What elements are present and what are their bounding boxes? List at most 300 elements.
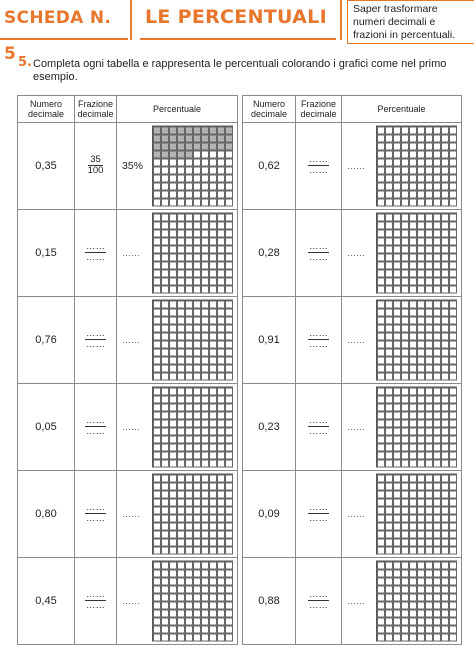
grid-square[interactable] <box>449 388 457 396</box>
grid-square[interactable] <box>209 602 217 610</box>
grid-square[interactable] <box>401 278 409 286</box>
grid-square[interactable] <box>209 499 217 507</box>
grid-square[interactable] <box>385 151 393 159</box>
grid-square[interactable] <box>377 523 385 531</box>
grid-square[interactable] <box>409 420 417 428</box>
grid-square[interactable] <box>169 349 177 357</box>
grid-square[interactable] <box>169 562 177 570</box>
grid-square[interactable] <box>441 214 449 222</box>
grid-square[interactable] <box>417 222 425 230</box>
grid-square[interactable] <box>161 404 169 412</box>
grid-square[interactable] <box>217 317 225 325</box>
grid-square[interactable] <box>449 570 457 578</box>
grid-square[interactable] <box>193 428 201 436</box>
grid-square[interactable] <box>377 214 385 222</box>
grid-square[interactable] <box>433 183 441 191</box>
hundred-square-grid[interactable] <box>152 300 233 381</box>
grid-square[interactable] <box>185 270 193 278</box>
grid-square[interactable] <box>417 278 425 286</box>
grid-square[interactable] <box>161 507 169 515</box>
grid-square[interactable] <box>393 602 401 610</box>
grid-square[interactable] <box>225 594 233 602</box>
grid-square[interactable] <box>185 127 193 135</box>
grid-square[interactable] <box>441 499 449 507</box>
grid-square[interactable] <box>441 404 449 412</box>
grid-square[interactable] <box>433 594 441 602</box>
grid-square[interactable] <box>401 286 409 294</box>
grid-square[interactable] <box>393 127 401 135</box>
grid-square[interactable] <box>153 444 161 452</box>
grid-square[interactable] <box>169 278 177 286</box>
grid-square[interactable] <box>449 143 457 151</box>
grid-square[interactable] <box>177 388 185 396</box>
grid-square[interactable] <box>417 270 425 278</box>
grid-square[interactable] <box>185 278 193 286</box>
grid-square[interactable] <box>161 420 169 428</box>
grid-square[interactable] <box>193 547 201 555</box>
grid-square[interactable] <box>153 191 161 199</box>
grid-square[interactable] <box>441 602 449 610</box>
grid-square[interactable] <box>153 562 161 570</box>
grid-square[interactable] <box>217 618 225 626</box>
grid-square[interactable] <box>185 167 193 175</box>
grid-square[interactable] <box>433 309 441 317</box>
grid-square[interactable] <box>385 143 393 151</box>
grid-square[interactable] <box>185 523 193 531</box>
grid-square[interactable] <box>177 317 185 325</box>
grid-square[interactable] <box>409 222 417 230</box>
grid-square[interactable] <box>193 175 201 183</box>
grid-square[interactable] <box>177 262 185 270</box>
grid-square[interactable] <box>417 578 425 586</box>
grid-square[interactable] <box>153 127 161 135</box>
grid-square[interactable] <box>185 373 193 381</box>
grid-square[interactable] <box>385 586 393 594</box>
grid-square[interactable] <box>425 444 433 452</box>
percent-value[interactable]: …… <box>122 248 140 258</box>
grid-square[interactable] <box>441 586 449 594</box>
grid-square[interactable] <box>377 317 385 325</box>
grid-square[interactable] <box>209 270 217 278</box>
grid-square[interactable] <box>177 610 185 618</box>
grid-square[interactable] <box>385 278 393 286</box>
grid-square[interactable] <box>441 254 449 262</box>
grid-square[interactable] <box>433 262 441 270</box>
grid-square[interactable] <box>417 436 425 444</box>
fraction-cell[interactable] <box>75 210 117 297</box>
grid-square[interactable] <box>377 309 385 317</box>
grid-square[interactable] <box>417 452 425 460</box>
grid-square[interactable] <box>393 254 401 262</box>
grid-square[interactable] <box>161 570 169 578</box>
grid-square[interactable] <box>185 238 193 246</box>
grid-square[interactable] <box>441 428 449 436</box>
grid-square[interactable] <box>441 270 449 278</box>
grid-square[interactable] <box>225 214 233 222</box>
grid-square[interactable] <box>393 523 401 531</box>
grid-square[interactable] <box>441 191 449 199</box>
grid-square[interactable] <box>417 610 425 618</box>
grid-square[interactable] <box>217 230 225 238</box>
grid-square[interactable] <box>217 175 225 183</box>
grid-square[interactable] <box>209 547 217 555</box>
grid-square[interactable] <box>201 214 209 222</box>
grid-square[interactable] <box>409 539 417 547</box>
grid-square[interactable] <box>225 262 233 270</box>
grid-square[interactable] <box>161 602 169 610</box>
grid-square[interactable] <box>441 547 449 555</box>
grid-square[interactable] <box>377 388 385 396</box>
grid-square[interactable] <box>185 412 193 420</box>
grid-square[interactable] <box>425 238 433 246</box>
grid-square[interactable] <box>169 214 177 222</box>
grid-square[interactable] <box>201 325 209 333</box>
grid-square[interactable] <box>209 539 217 547</box>
grid-square[interactable] <box>409 452 417 460</box>
grid-square[interactable] <box>217 499 225 507</box>
grid-square[interactable] <box>449 286 457 294</box>
grid-square[interactable] <box>377 396 385 404</box>
grid-square[interactable] <box>433 325 441 333</box>
grid-square[interactable] <box>177 309 185 317</box>
grid-square[interactable] <box>409 404 417 412</box>
hundred-square-grid[interactable] <box>152 126 233 207</box>
grid-square[interactable] <box>177 444 185 452</box>
grid-square[interactable] <box>441 483 449 491</box>
grid-square[interactable] <box>449 254 457 262</box>
grid-square[interactable] <box>417 444 425 452</box>
grid-square[interactable] <box>425 262 433 270</box>
grid-square[interactable] <box>377 333 385 341</box>
grid-square[interactable] <box>425 349 433 357</box>
grid-square[interactable] <box>217 151 225 159</box>
grid-square[interactable] <box>409 262 417 270</box>
grid-square[interactable] <box>385 270 393 278</box>
grid-square[interactable] <box>393 270 401 278</box>
grid-square[interactable] <box>225 610 233 618</box>
grid-square[interactable] <box>393 499 401 507</box>
fraction-cell[interactable] <box>75 471 117 558</box>
grid-square[interactable] <box>193 539 201 547</box>
grid-square[interactable] <box>217 365 225 373</box>
grid-square[interactable] <box>409 460 417 468</box>
grid-square[interactable] <box>193 634 201 642</box>
grid-square[interactable] <box>417 499 425 507</box>
grid-square[interactable] <box>377 547 385 555</box>
hundred-square-grid[interactable] <box>152 561 233 642</box>
grid-square[interactable] <box>225 634 233 642</box>
grid-square[interactable] <box>193 618 201 626</box>
grid-square[interactable] <box>441 309 449 317</box>
grid-square[interactable] <box>433 301 441 309</box>
grid-square[interactable] <box>161 301 169 309</box>
grid-square[interactable] <box>385 199 393 207</box>
grid-square[interactable] <box>409 412 417 420</box>
grid-square[interactable] <box>401 246 409 254</box>
grid-square[interactable] <box>169 151 177 159</box>
grid-square[interactable] <box>161 191 169 199</box>
grid-square[interactable] <box>225 246 233 254</box>
grid-square[interactable] <box>153 404 161 412</box>
grid-square[interactable] <box>201 199 209 207</box>
grid-square[interactable] <box>377 499 385 507</box>
grid-square[interactable] <box>185 135 193 143</box>
grid-square[interactable] <box>193 523 201 531</box>
grid-square[interactable] <box>409 183 417 191</box>
grid-square[interactable] <box>409 159 417 167</box>
grid-square[interactable] <box>409 531 417 539</box>
grid-square[interactable] <box>401 626 409 634</box>
grid-square[interactable] <box>401 341 409 349</box>
grid-square[interactable] <box>217 199 225 207</box>
grid-square[interactable] <box>401 230 409 238</box>
grid-square[interactable] <box>161 349 169 357</box>
grid-square[interactable] <box>417 309 425 317</box>
grid-square[interactable] <box>201 396 209 404</box>
grid-square[interactable] <box>409 191 417 199</box>
grid-square[interactable] <box>409 562 417 570</box>
grid-square[interactable] <box>385 523 393 531</box>
grid-square[interactable] <box>433 286 441 294</box>
grid-square[interactable] <box>177 491 185 499</box>
grid-square[interactable] <box>401 586 409 594</box>
percent-value[interactable]: …… <box>347 161 365 171</box>
grid-square[interactable] <box>169 483 177 491</box>
grid-square[interactable] <box>201 436 209 444</box>
grid-square[interactable] <box>225 325 233 333</box>
grid-square[interactable] <box>217 452 225 460</box>
grid-square[interactable] <box>449 317 457 325</box>
grid-square[interactable] <box>385 444 393 452</box>
grid-square[interactable] <box>409 626 417 634</box>
hundred-square-grid[interactable] <box>152 387 233 468</box>
grid-square[interactable] <box>433 254 441 262</box>
grid-square[interactable] <box>433 199 441 207</box>
grid-square[interactable] <box>185 317 193 325</box>
grid-square[interactable] <box>185 634 193 642</box>
grid-square[interactable] <box>193 270 201 278</box>
grid-square[interactable] <box>209 333 217 341</box>
grid-square[interactable] <box>209 420 217 428</box>
grid-square[interactable] <box>201 586 209 594</box>
grid-square[interactable] <box>209 365 217 373</box>
grid-square[interactable] <box>177 143 185 151</box>
grid-square[interactable] <box>441 539 449 547</box>
grid-square[interactable] <box>401 420 409 428</box>
grid-square[interactable] <box>217 420 225 428</box>
grid-square[interactable] <box>377 586 385 594</box>
grid-square[interactable] <box>225 341 233 349</box>
grid-square[interactable] <box>161 254 169 262</box>
grid-square[interactable] <box>433 444 441 452</box>
grid-square[interactable] <box>169 586 177 594</box>
grid-square[interactable] <box>201 238 209 246</box>
grid-square[interactable] <box>169 143 177 151</box>
grid-square[interactable] <box>433 270 441 278</box>
grid-square[interactable] <box>185 515 193 523</box>
grid-square[interactable] <box>161 230 169 238</box>
grid-square[interactable] <box>217 262 225 270</box>
grid-square[interactable] <box>393 349 401 357</box>
grid-square[interactable] <box>449 483 457 491</box>
grid-square[interactable] <box>433 523 441 531</box>
fraction-cell[interactable] <box>296 297 342 384</box>
grid-square[interactable] <box>417 254 425 262</box>
grid-square[interactable] <box>417 238 425 246</box>
grid-square[interactable] <box>409 286 417 294</box>
grid-square[interactable] <box>425 483 433 491</box>
grid-square[interactable] <box>169 388 177 396</box>
grid-square[interactable] <box>161 610 169 618</box>
grid-square[interactable] <box>217 475 225 483</box>
grid-square[interactable] <box>185 475 193 483</box>
grid-square[interactable] <box>449 507 457 515</box>
grid-square[interactable] <box>441 412 449 420</box>
grid-square[interactable] <box>441 618 449 626</box>
grid-square[interactable] <box>185 452 193 460</box>
grid-square[interactable] <box>161 452 169 460</box>
grid-square[interactable] <box>201 365 209 373</box>
grid-square[interactable] <box>153 278 161 286</box>
grid-square[interactable] <box>153 491 161 499</box>
grid-square[interactable] <box>217 412 225 420</box>
grid-square[interactable] <box>393 475 401 483</box>
grid-square[interactable] <box>377 460 385 468</box>
grid-square[interactable] <box>177 523 185 531</box>
grid-square[interactable] <box>201 444 209 452</box>
grid-square[interactable] <box>193 238 201 246</box>
grid-square[interactable] <box>153 483 161 491</box>
grid-square[interactable] <box>393 325 401 333</box>
grid-square[interactable] <box>433 151 441 159</box>
grid-square[interactable] <box>209 309 217 317</box>
grid-square[interactable] <box>225 547 233 555</box>
grid-square[interactable] <box>377 246 385 254</box>
grid-square[interactable] <box>217 602 225 610</box>
grid-square[interactable] <box>169 270 177 278</box>
grid-square[interactable] <box>401 214 409 222</box>
grid-square[interactable] <box>225 199 233 207</box>
grid-square[interactable] <box>153 396 161 404</box>
grid-square[interactable] <box>377 507 385 515</box>
grid-square[interactable] <box>433 491 441 499</box>
grid-square[interactable] <box>193 507 201 515</box>
grid-square[interactable] <box>417 317 425 325</box>
grid-square[interactable] <box>425 404 433 412</box>
grid-square[interactable] <box>193 143 201 151</box>
grid-square[interactable] <box>377 191 385 199</box>
grid-square[interactable] <box>209 507 217 515</box>
grid-square[interactable] <box>449 191 457 199</box>
grid-square[interactable] <box>417 325 425 333</box>
grid-square[interactable] <box>161 317 169 325</box>
grid-square[interactable] <box>177 238 185 246</box>
grid-square[interactable] <box>193 499 201 507</box>
grid-square[interactable] <box>209 341 217 349</box>
fraction-cell[interactable] <box>75 297 117 384</box>
grid-square[interactable] <box>177 151 185 159</box>
grid-square[interactable] <box>377 183 385 191</box>
grid-square[interactable] <box>225 151 233 159</box>
grid-square[interactable] <box>401 167 409 175</box>
grid-square[interactable] <box>161 183 169 191</box>
grid-square[interactable] <box>185 586 193 594</box>
grid-square[interactable] <box>409 349 417 357</box>
grid-square[interactable] <box>393 246 401 254</box>
grid-square[interactable] <box>225 396 233 404</box>
grid-square[interactable] <box>385 547 393 555</box>
grid-square[interactable] <box>161 127 169 135</box>
grid-square[interactable] <box>401 452 409 460</box>
grid-square[interactable] <box>201 135 209 143</box>
grid-square[interactable] <box>217 143 225 151</box>
grid-square[interactable] <box>409 428 417 436</box>
grid-square[interactable] <box>377 491 385 499</box>
grid-square[interactable] <box>385 452 393 460</box>
grid-square[interactable] <box>185 594 193 602</box>
grid-square[interactable] <box>193 286 201 294</box>
grid-square[interactable] <box>169 436 177 444</box>
grid-square[interactable] <box>201 309 209 317</box>
grid-square[interactable] <box>193 365 201 373</box>
grid-square[interactable] <box>177 618 185 626</box>
grid-square[interactable] <box>193 191 201 199</box>
grid-square[interactable] <box>433 135 441 143</box>
grid-square[interactable] <box>225 365 233 373</box>
grid-square[interactable] <box>209 246 217 254</box>
grid-square[interactable] <box>225 191 233 199</box>
grid-square[interactable] <box>393 531 401 539</box>
grid-square[interactable] <box>401 594 409 602</box>
grid-square[interactable] <box>401 404 409 412</box>
grid-square[interactable] <box>161 365 169 373</box>
grid-square[interactable] <box>153 523 161 531</box>
grid-square[interactable] <box>193 183 201 191</box>
grid-square[interactable] <box>193 460 201 468</box>
grid-square[interactable] <box>225 286 233 294</box>
grid-square[interactable] <box>441 333 449 341</box>
grid-square[interactable] <box>153 309 161 317</box>
grid-square[interactable] <box>449 404 457 412</box>
grid-square[interactable] <box>385 594 393 602</box>
grid-square[interactable] <box>177 483 185 491</box>
grid-square[interactable] <box>433 341 441 349</box>
grid-square[interactable] <box>177 325 185 333</box>
grid-square[interactable] <box>417 523 425 531</box>
grid-square[interactable] <box>385 562 393 570</box>
grid-square[interactable] <box>217 388 225 396</box>
grid-square[interactable] <box>153 388 161 396</box>
grid-square[interactable] <box>433 175 441 183</box>
grid-square[interactable] <box>409 602 417 610</box>
hundred-square-grid[interactable] <box>376 213 457 294</box>
grid-square[interactable] <box>217 586 225 594</box>
grid-square[interactable] <box>161 222 169 230</box>
grid-square[interactable] <box>161 238 169 246</box>
grid-square[interactable] <box>217 531 225 539</box>
grid-square[interactable] <box>201 475 209 483</box>
grid-square[interactable] <box>225 238 233 246</box>
grid-square[interactable] <box>201 278 209 286</box>
grid-square[interactable] <box>185 444 193 452</box>
grid-square[interactable] <box>153 254 161 262</box>
grid-square[interactable] <box>449 452 457 460</box>
grid-square[interactable] <box>153 373 161 381</box>
grid-square[interactable] <box>161 531 169 539</box>
grid-square[interactable] <box>377 143 385 151</box>
grid-square[interactable] <box>385 167 393 175</box>
grid-square[interactable] <box>225 444 233 452</box>
